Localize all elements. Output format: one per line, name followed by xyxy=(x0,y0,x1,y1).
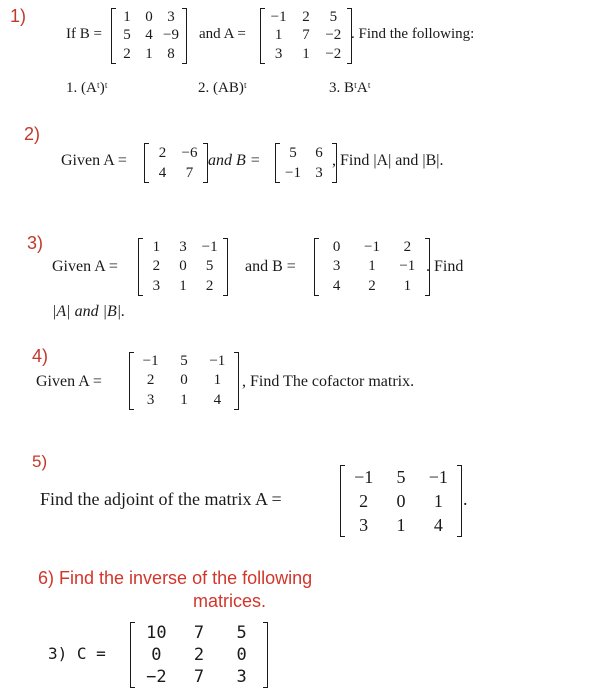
matrix-entry: 2 xyxy=(193,644,205,665)
matrix-entry: 1 xyxy=(302,46,310,63)
matrix-entry: 0 xyxy=(179,258,187,275)
q5-matrix-a xyxy=(340,465,462,537)
matrix-entry: 2 xyxy=(368,277,376,294)
q2-matrix-a xyxy=(144,143,208,183)
matrix-entry: 1 xyxy=(433,491,443,511)
matrix-entry: 1 xyxy=(180,391,188,408)
q1-part-1: 1. (Aᵗ)ᵗ xyxy=(66,80,108,96)
matrix-entry: 4 xyxy=(332,277,341,294)
q5-tail: . xyxy=(463,489,468,509)
question-2-number: 2) xyxy=(24,124,41,144)
q6-heading-line-2: matrices. xyxy=(193,591,267,611)
matrix-entry: −2 xyxy=(146,666,167,687)
matrix-entry: 2 xyxy=(158,144,167,161)
matrix-entry: −1 xyxy=(142,353,159,370)
q1-part-2: 2. (AB)ᵗ xyxy=(198,80,247,96)
matrix-entry: 1 xyxy=(145,46,153,63)
matrix-entry: 0 xyxy=(145,8,153,25)
matrix-entry: 5 xyxy=(180,353,188,370)
matrix-entry: 2 xyxy=(302,8,310,25)
matrix-entry: −2 xyxy=(325,27,342,44)
q5-text: Find the adjoint of the matrix A = xyxy=(40,489,282,509)
matrix-entry: 0 xyxy=(180,372,188,389)
q3-given: Given A = xyxy=(52,258,118,275)
matrix-entry: 3 xyxy=(179,239,187,256)
matrix-entry: 0 xyxy=(332,239,341,256)
matrix-entry: −1 xyxy=(364,239,380,256)
matrix-entry: 7 xyxy=(193,622,205,643)
matrix-entry: −1 xyxy=(209,353,226,370)
matrix-entry: 5 xyxy=(289,144,297,161)
matrix-entry: −1 xyxy=(201,239,218,256)
matrix-entry: 3 xyxy=(359,515,369,535)
q2-and-b: and B = xyxy=(208,152,261,169)
matrix-entry: 4 xyxy=(433,515,443,535)
matrix-entry: 1 xyxy=(152,239,161,256)
matrix-entry: 3 xyxy=(315,164,323,181)
matrix-entry: 2 xyxy=(205,277,214,294)
question-5-number: 5) xyxy=(32,452,48,471)
matrix-entry: 1 xyxy=(123,8,131,25)
matrix-entry: 7 xyxy=(302,27,310,44)
matrix-entry: −1 xyxy=(428,467,448,487)
matrix-entry: 5 xyxy=(329,8,338,25)
matrix-entry: −1 xyxy=(354,467,374,487)
matrix-entry: 1 xyxy=(396,515,406,535)
question-3-number: 3) xyxy=(27,233,44,253)
matrix-entry: 1 xyxy=(213,372,222,389)
matrix-entry: 4 xyxy=(158,164,167,181)
q4-given: Given A = xyxy=(36,373,102,390)
matrix-entry: 0 xyxy=(396,491,406,511)
matrix-entry: 4 xyxy=(213,391,222,408)
matrix-entry: 3 xyxy=(167,8,175,25)
matrix-entry: 2 xyxy=(152,258,161,275)
matrix-entry: −1 xyxy=(270,8,287,25)
matrix-entry: 1 xyxy=(179,277,187,294)
q2-matrix-b xyxy=(275,143,337,183)
matrix-entry: 3 xyxy=(332,258,341,275)
matrix-entry: 0 xyxy=(151,644,162,665)
matrix-entry: 2 xyxy=(123,46,131,63)
q6-matrix-c xyxy=(130,622,268,688)
q1-if-text: If B = xyxy=(66,26,102,42)
matrix-entry: −1 xyxy=(285,164,301,181)
matrix-entry: 3 xyxy=(274,46,283,63)
matrix-entry: 2 xyxy=(403,239,412,256)
q6-c-label: 3) C = xyxy=(48,644,106,663)
q2-tail: , Find |A| and |B|. xyxy=(332,152,444,169)
matrix-entry: 5 xyxy=(396,467,406,487)
q3-tail: |A| and |B|. xyxy=(52,303,126,320)
question-4-number: 4) xyxy=(32,346,49,366)
matrix-entry: 5 xyxy=(205,258,214,275)
question-1-number: 1) xyxy=(10,6,27,26)
matrix-entry: 3 xyxy=(152,277,161,294)
q2-given: Given A = xyxy=(61,152,127,169)
matrix-entry: 8 xyxy=(167,46,175,63)
matrix-entry: 7 xyxy=(185,164,194,181)
q1-matrix-b xyxy=(111,8,187,64)
matrix-entry: 2 xyxy=(146,372,155,389)
matrix-entry: 1 xyxy=(274,27,283,44)
matrix-entry: 3 xyxy=(146,391,155,408)
matrix-entry: 5 xyxy=(123,27,131,44)
matrix-entry: 7 xyxy=(193,666,205,687)
q1-matrix-a xyxy=(260,8,352,64)
q6-heading-line-1: 6) Find the inverse of the following xyxy=(38,568,313,588)
matrix-entry: 10 xyxy=(146,622,167,643)
matrix-entry: 4 xyxy=(145,27,153,44)
q3-matrix-a xyxy=(138,238,228,296)
matrix-entry: 0 xyxy=(236,644,247,665)
matrix-entry: 1 xyxy=(403,277,412,294)
q4-tail: , Find The cofactor matrix. xyxy=(242,373,415,390)
q1-tail: . Find the following: xyxy=(351,26,475,42)
q3-matrix-b xyxy=(314,238,430,296)
matrix-entry: 3 xyxy=(236,666,247,687)
q4-matrix-a xyxy=(129,352,239,410)
matrix-entry: 5 xyxy=(236,622,247,643)
matrix-entry: −1 xyxy=(399,258,416,275)
matrix-entry: −6 xyxy=(181,144,198,161)
matrix-entry: 2 xyxy=(359,491,369,511)
q3-and-b: and B = xyxy=(245,258,296,275)
q1-and-a: and A = xyxy=(199,26,246,42)
q1-part-3: 3. BᵗAᵗ xyxy=(329,80,371,96)
q3-find: . Find xyxy=(426,258,464,275)
matrix-entry: 1 xyxy=(368,258,376,275)
matrix-entry: −9 xyxy=(163,27,179,44)
matrix-entry: 6 xyxy=(315,144,323,161)
matrix-entry: −2 xyxy=(325,46,342,63)
